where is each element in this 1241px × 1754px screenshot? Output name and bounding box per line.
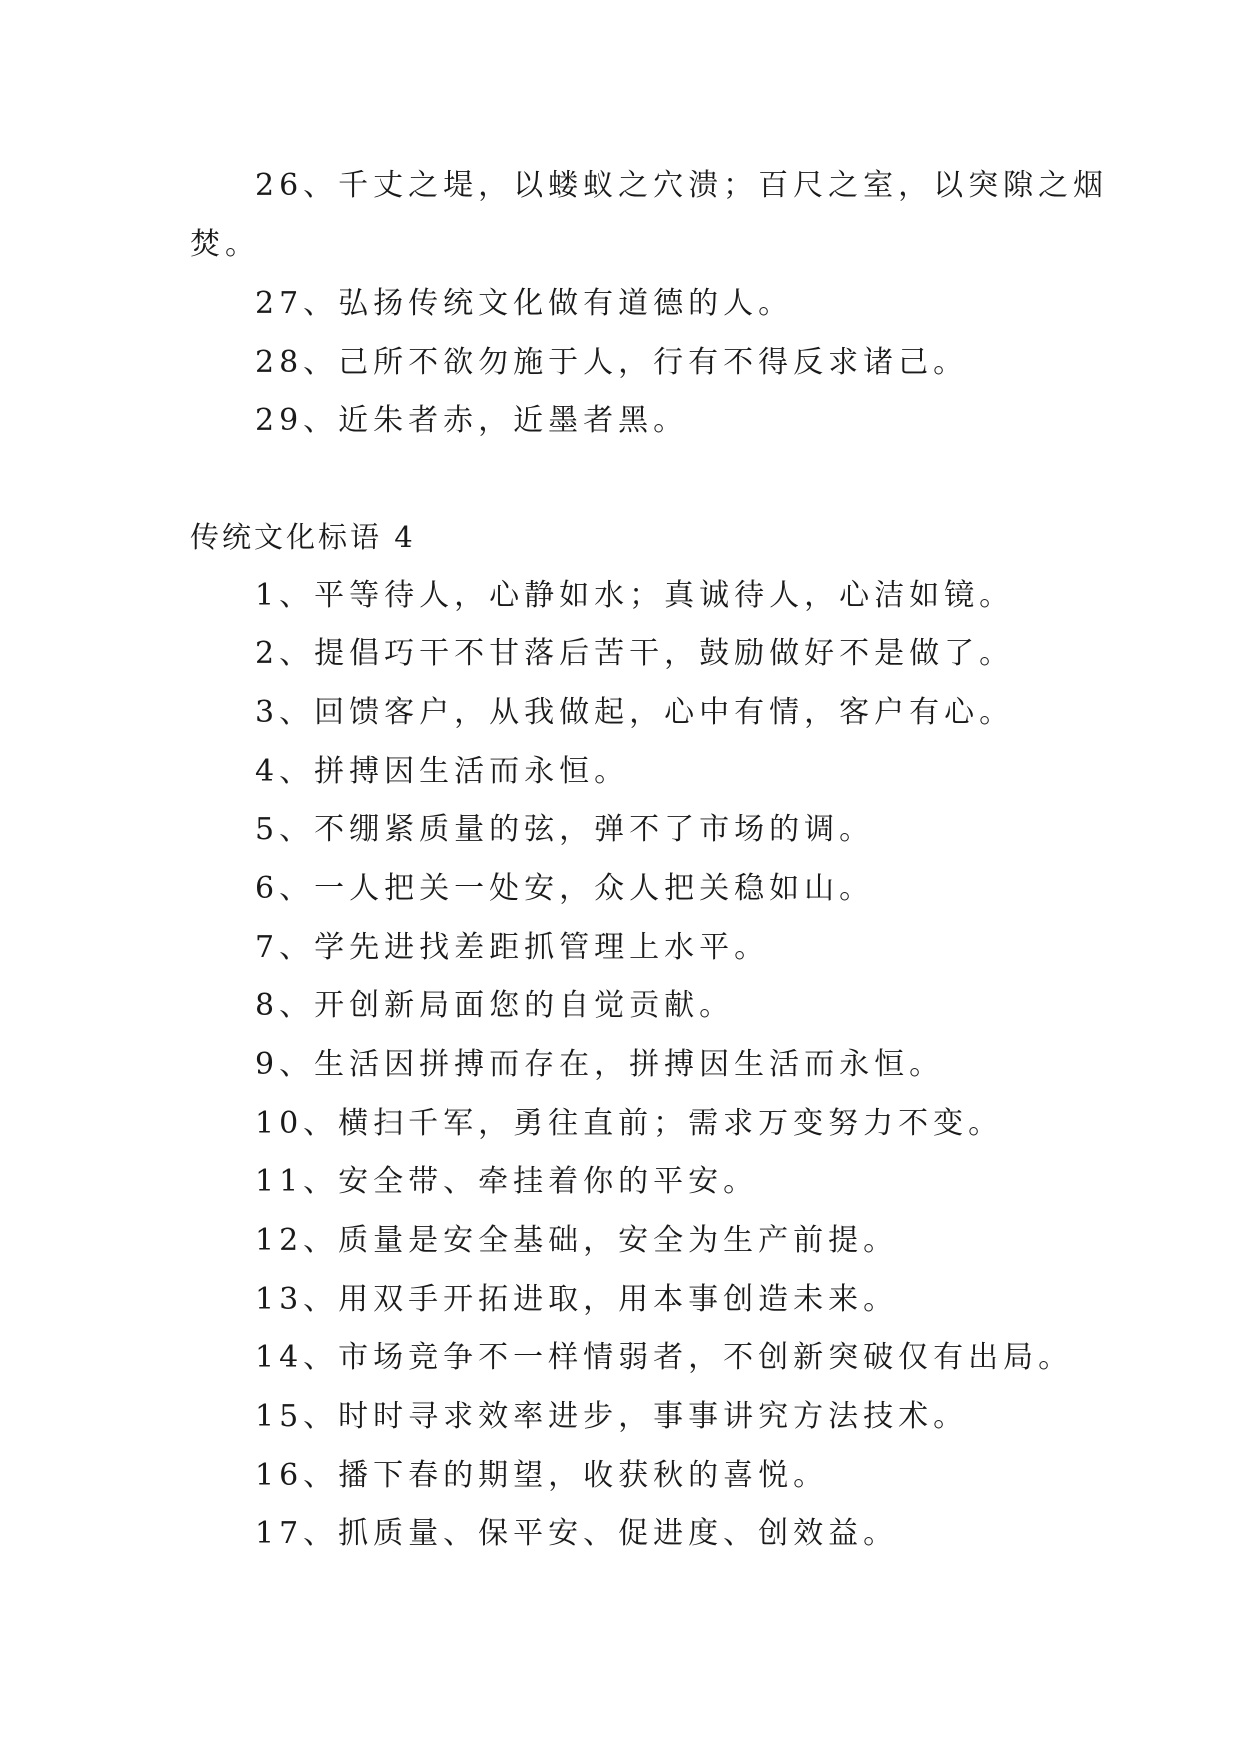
slogan-29: 29、近朱者赤，近墨者黑。: [255, 403, 689, 438]
slogan-7: 7、学先进找差距抓管理上水平。: [255, 930, 770, 965]
section-heading: 传统文化标语 4: [190, 520, 416, 554]
slogan-1: 1、平等待人，心静如水；真诚待人，心洁如镜。: [255, 578, 1015, 613]
slogan-11: 11、安全带、牵挂着你的平安。: [255, 1164, 759, 1199]
slogan-26-line-1: 26、千丈之堤，以蝼蚁之穴溃；百尺之室，以突隙之烟: [255, 168, 1109, 203]
slogan-2: 2、提倡巧干不甘落后苦干，鼓励做好不是做了。: [255, 636, 1015, 671]
slogan-9: 9、生活因拼搏而存在，拼搏因生活而永恒。: [255, 1047, 945, 1082]
slogan-6: 6、一人把关一处安，众人把关稳如山。: [255, 871, 875, 906]
slogan-8: 8、开创新局面您的自觉贡献。: [255, 988, 735, 1023]
slogan-15: 15、时时寻求效率进步，事事讲究方法技术。: [255, 1399, 969, 1434]
slogan-28: 28、己所不欲勿施于人，行有不得反求诸己。: [255, 345, 969, 380]
slogan-17: 17、抓质量、保平安、促进度、创效益。: [255, 1516, 899, 1551]
slogan-12: 12、质量是安全基础，安全为生产前提。: [255, 1223, 899, 1258]
slogan-27: 27、弘扬传统文化做有道德的人。: [255, 286, 794, 321]
slogan-4: 4、拼搏因生活而永恒。: [255, 754, 630, 789]
slogan-26-line-2: 焚。: [190, 227, 260, 262]
slogan-14: 14、市场竞争不一样情弱者，不创新突破仅有出局。: [255, 1340, 1074, 1375]
slogan-13: 13、用双手开拓进取，用本事创造未来。: [255, 1282, 899, 1317]
slogan-10: 10、横扫千军，勇往直前；需求万变努力不变。: [255, 1106, 1004, 1141]
slogan-3: 3、回馈客户，从我做起，心中有情，客户有心。: [255, 695, 1015, 730]
slogan-16: 16、播下春的期望，收获秋的喜悦。: [255, 1458, 829, 1493]
slogan-5: 5、不绷紧质量的弦，弹不了市场的调。: [255, 812, 875, 847]
